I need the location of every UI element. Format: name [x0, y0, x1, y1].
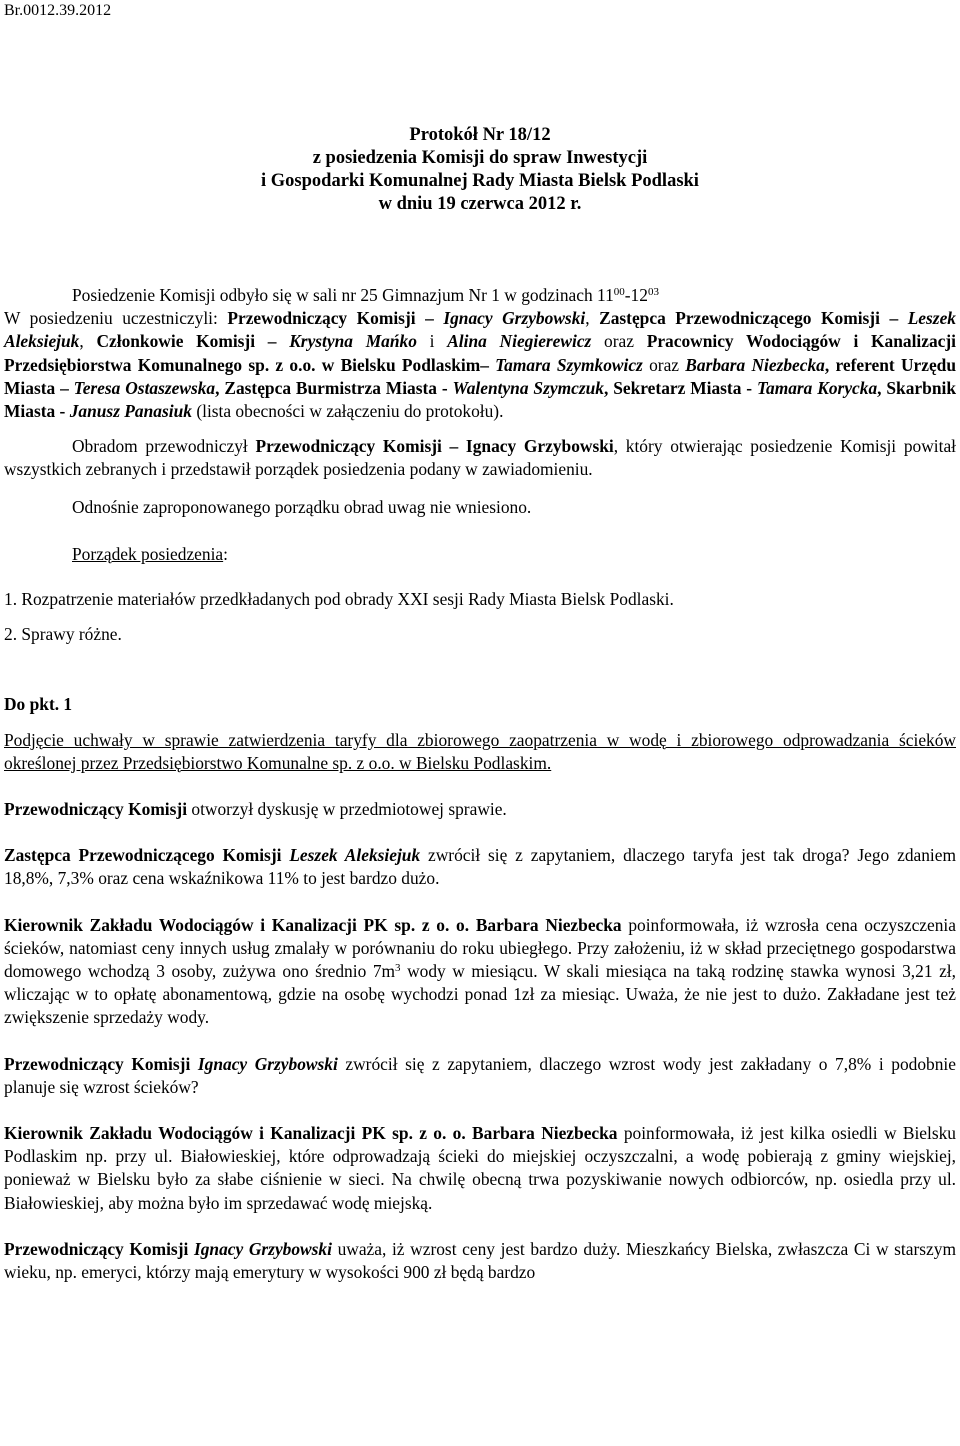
no-remarks-paragraph: Odnośnie zaproponowanego porządku obrad uwag nie wniesiono. [72, 496, 532, 517]
statement-paragraph: Zastępca Przewodniczącego Komisji Leszek Aleksiejuk zwrócił się z zapytaniem, dlaczego taryfa jest tak droga? Jego zdaniem 18,8%, 7,3% oraz cena wskaźnikowa 11% to jest bardzo dużo. [4, 845, 957, 889]
statement-paragraph: Przewodniczący Komisji Ignacy Grzybowski uważa, iż wzrost ceny jest bardzo duży. Mieszkańcy Bielska, zwłaszcza Ci w starszym wieku, np. emeryci, którzy mają emerytury w wysokości 900 zł będą bardzo [4, 1238, 956, 1283]
title-line: z posiedzenia Komisji do spraw Inwestycji [312, 148, 648, 168]
meeting-time-paragraph: Posiedzenie Komisji odbyło się w sali nr 25 Gimnazjum Nr 1 w godzinach $11^{00}-12^{03}$ [72, 285, 659, 305]
attendance-paragraph: W posiedzeniu uczestniczyli: Przewodniczący Komisji – Ignacy Grzybowski, Zastępca Przewodniczącego Komisji – Leszek Aleksiejuk, Członkowie Komisji – Krystyna Mańko i Alina Niegierewicz oraz Pracownicy Wodociągów i Kanalizacji Przedsiębiorstwa Komunalnego sp. z o.o. w Bielsku Podlaskim– Tamara Szymkowicz oraz Barbara Niezbecka, referent Urzędu Miasta – Teresa Ostaszewska, Zastępca Burmistrza Miasta - Walentyna Szymczuk, Sekretarz Miasta - Tamara Korycka, Skarbnik Miasta - Janusz Panasiuk (lista obecności w załączeniu do protokołu). [4, 308, 957, 422]
agenda-item: 2. Sprawy różne. [4, 624, 122, 645]
statement-paragraph: Kierownik Zakładu Wodociągów i Kanalizacji PK sp. z o. o. Barbara Niezbecka poinformowała, iż wzrosła cena oczyszczenia ścieków, natomiast ceny innych usług zmalały w porównaniu do roku ubiegłego. Przy założeniu, iż w skład przeciętnego gospodarstwa domowego wchodzą 3 osoby, zużywa ono średnio $7m^3$ wody w miesiącu. W skali miesiąca na taką rodzinę stawka wynosi 3,21 zł, wliczając w to opłatę abonamentową, gdzie na osobę wychodzi ponad 1zł za miesiąc. Uważa, że nie jest to dużo. Zakładane jest też zwiększenie sprzedaży wody. [4, 914, 956, 1028]
title-line: Protokół Nr 18/12 [409, 125, 551, 145]
document-reference: Br.0012.39.2012 [4, 2, 112, 19]
agenda-heading: Porządek posiedzenia: [72, 543, 228, 564]
point-subject: Podjęcie uchwały w sprawie zatwierdzenia taryfy dla zbiorowego zaopatrzenia w wodę i zbiorowego odprowadzania ścieków określonej przez Przedsiębiorstwo Komunalne sp. z o.o. w Bielsku Podlaskim. [4, 729, 956, 773]
statement-paragraph: Przewodniczący Komisji otworzył dyskusję w przedmiotowej sprawie. [4, 799, 507, 820]
agenda-list [4, 588, 956, 646]
title-line: w dniu 19 czerwca 2012 r. [378, 194, 582, 214]
point-heading: Do pkt. 1 [4, 694, 73, 715]
title-line: i Gospodarki Komunalnej Rady Miasta Bielsk Podlaski [261, 171, 699, 191]
statement-paragraph: Przewodniczący Komisji Ignacy Grzybowski zwrócił się z zapytaniem, dlaczego wzrost wody jest zakładany o 7,8% i podobnie planuje się wzrost ścieków? [4, 1053, 956, 1097]
document-body [4, 284, 956, 1284]
statement-paragraph: Kierownik Zakładu Wodociągów i Kanalizacji PK sp. z o. o. Barbara Niezbecka poinformowała, iż jest kilka osiedli w Bielsku Podlaskim np. przy ul. Białowieskiej, które odprowadzają ścieki do miejskiej oczyszczalni, a wodę pobierają z gminy wiejskiej, ponieważ w Bielsku było za słabe ciśnienie w sieci. Na chwilę obecną trwa pozyskiwanie nowych odbiorców, np. osiedla przy ul. Białowieskiej, aby można było im sprzedawać wodę miejską. [4, 1123, 956, 1213]
agenda-item: 1. Rozpatrzenie materiałów przedkładanych pod obrady XXI sesji Rady Miasta Bielsk Podlaski. [4, 589, 674, 610]
document-title [0, 124, 960, 216]
chair-paragraph: Obradom przewodniczył Przewodniczący Komisji – Ignacy Grzybowski, który otwierając posiedzenie Komisji powitał wszystkich zebranych i przedstawił porządek posiedzenia podany w zawiadomieniu. [4, 436, 956, 480]
